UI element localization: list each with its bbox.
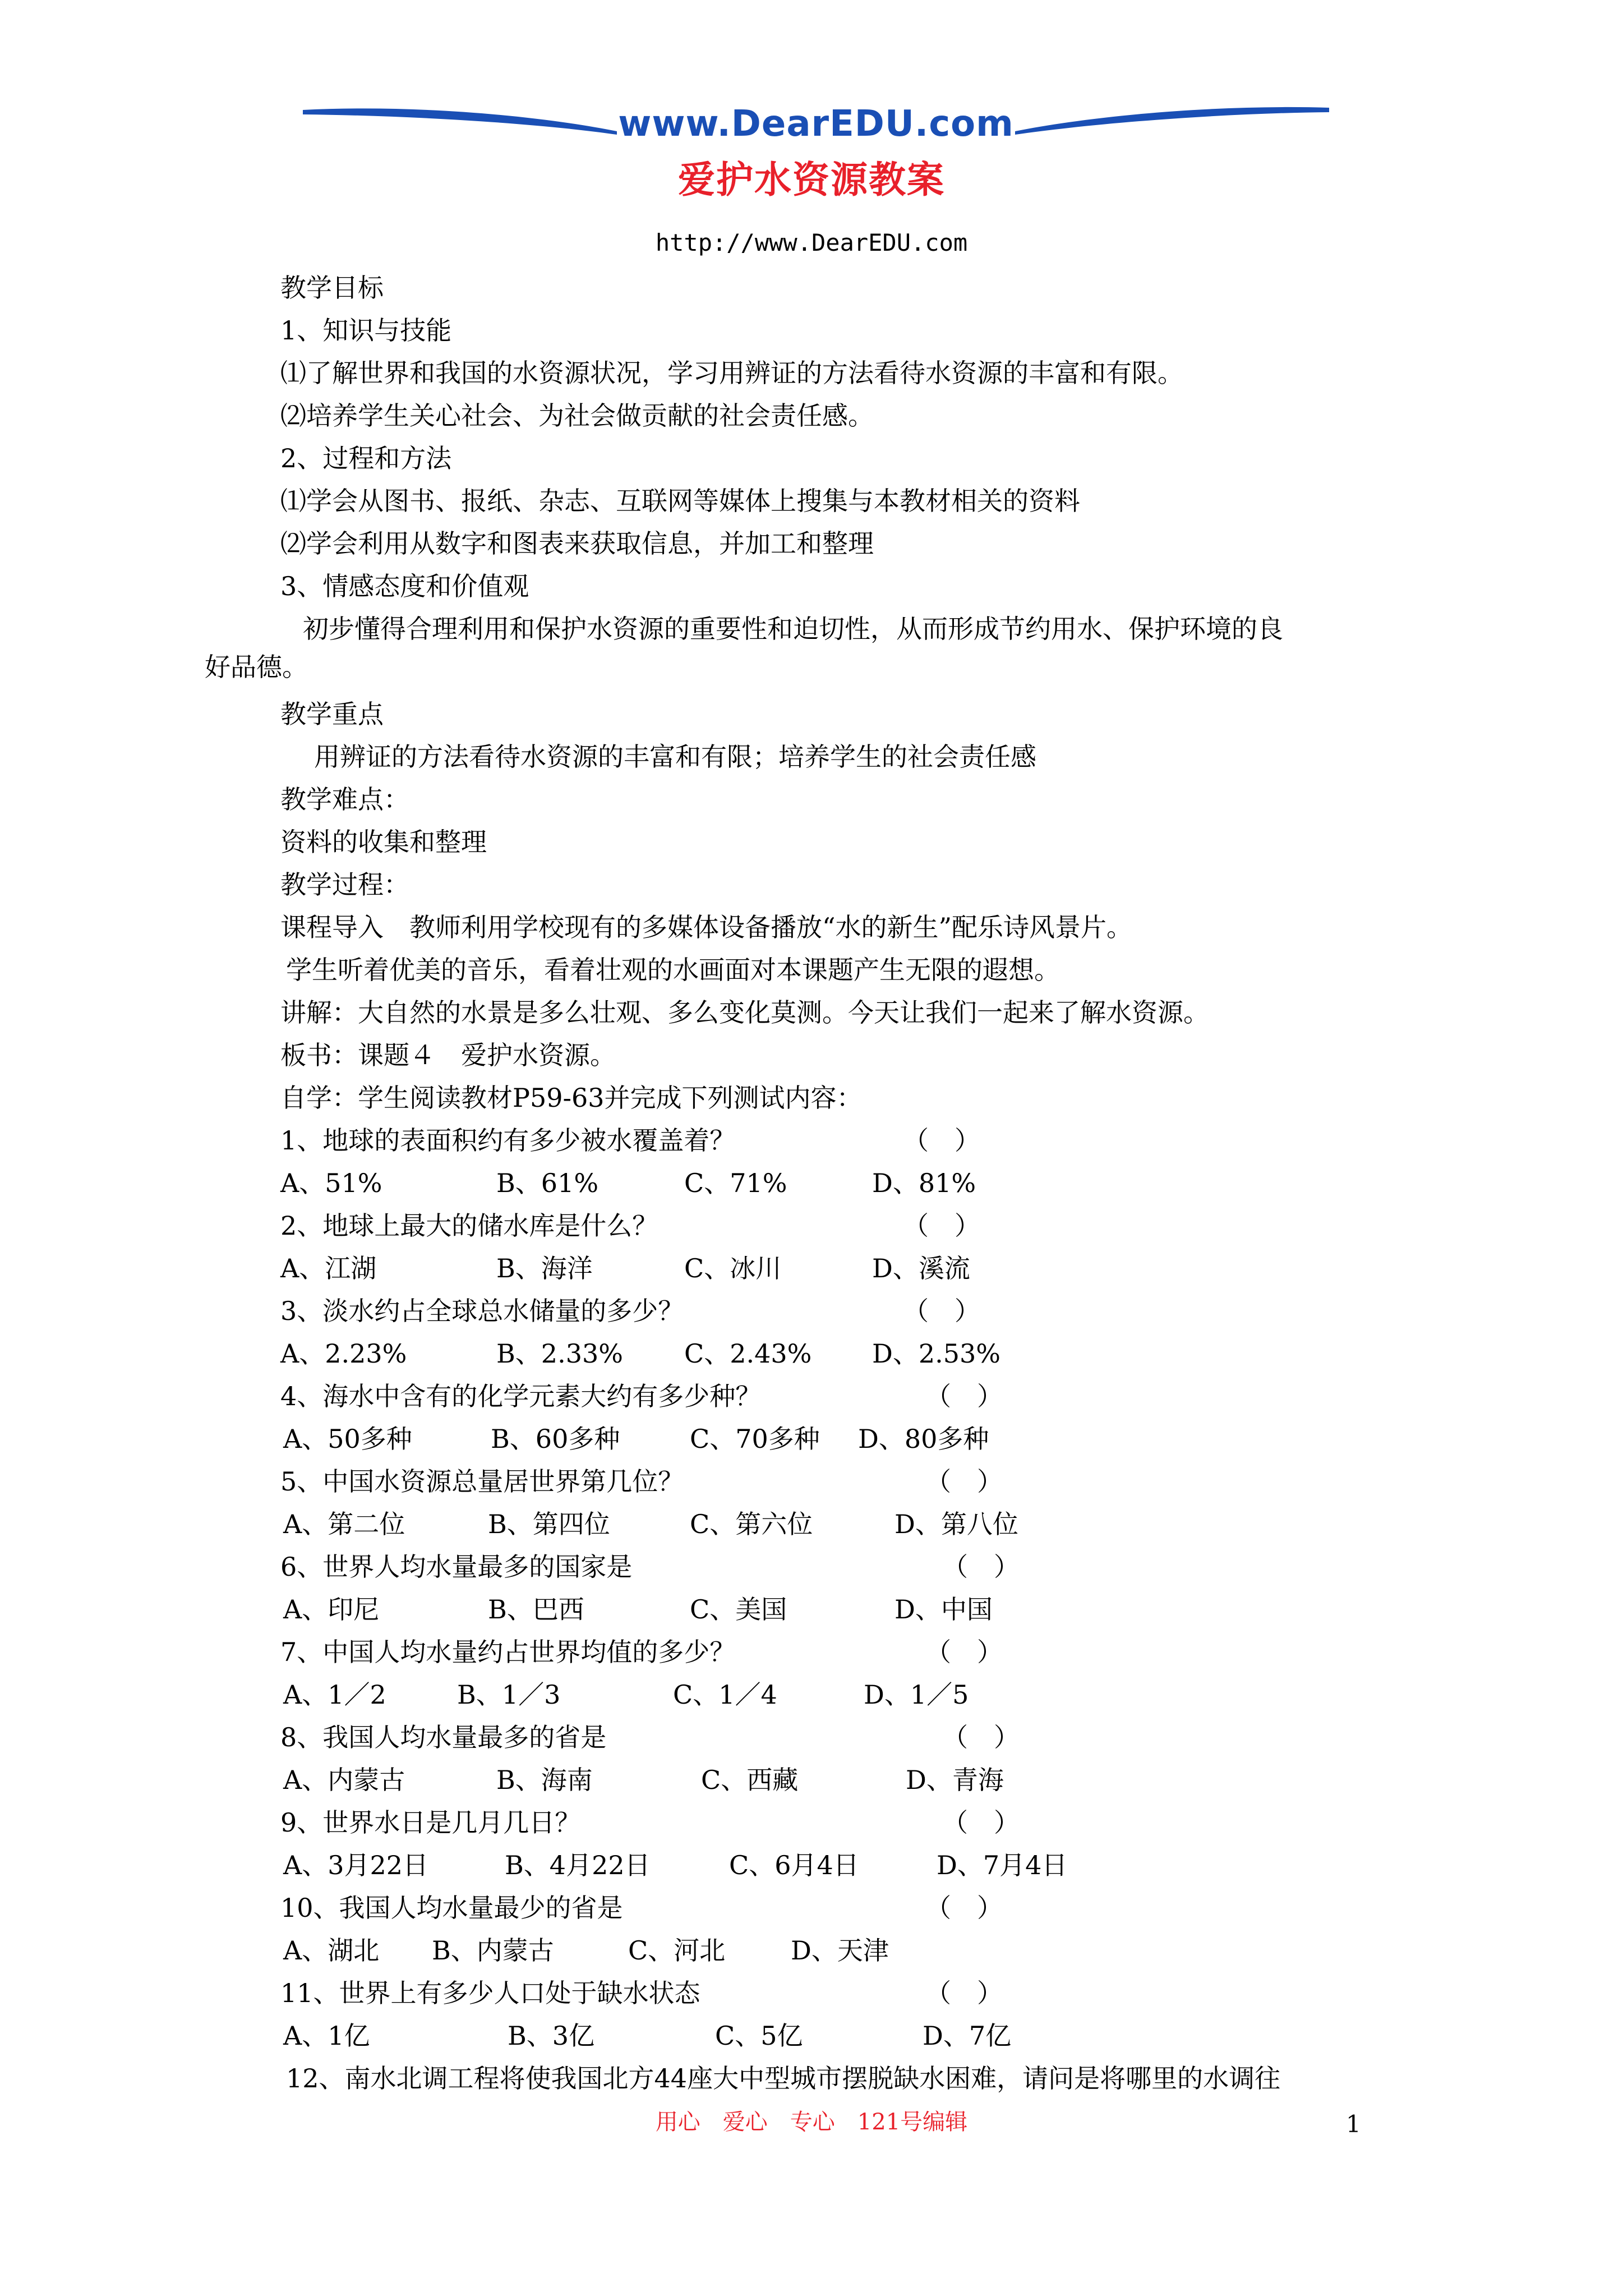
option-b: B、2.33% xyxy=(496,1338,623,1369)
subheading-knowledge: 1、知识与技能 xyxy=(280,315,452,346)
option-a: A、江湖 xyxy=(280,1253,377,1283)
option-b: B、61% xyxy=(496,1168,599,1198)
answer-blank: （ ） xyxy=(925,1637,1003,1667)
question-12-text: 12、南水北调工程将使我国北方44座大中型城市摆脱缺水困难，请问是将哪里的水调往 xyxy=(286,2063,1281,2093)
answer-blank: （ ） xyxy=(903,1211,980,1241)
option-b: B、巴西 xyxy=(488,1594,584,1625)
option-d: D、7月4日 xyxy=(937,1850,1068,1880)
answer-blank: （ ） xyxy=(942,1722,1020,1752)
option-b: B、60多种 xyxy=(491,1424,620,1454)
question-text: 11、世界上有多少人口处于缺水状态 xyxy=(280,1978,700,2008)
answer-blank: （ ） xyxy=(942,1552,1020,1582)
goal-item-continued: 好品德。 xyxy=(205,652,308,682)
option-c: C、冰川 xyxy=(684,1253,782,1283)
question-text: 8、我国人均水量最多的省是 xyxy=(280,1722,607,1752)
option-a: A、3月22日 xyxy=(283,1850,429,1880)
option-b: B、1／3 xyxy=(457,1680,561,1710)
question-text: 6、世界人均水量最多的国家是 xyxy=(280,1552,633,1582)
difficulty-text: 资料的收集和整理 xyxy=(280,827,487,857)
document-title: 爱护水资源教案 xyxy=(678,158,945,201)
goal-item: 初步懂得合理利用和保护水资源的重要性和迫切性，从而形成节约用水、保护环境的良 xyxy=(303,614,1283,644)
question-text: 4、海水中含有的化学元素大约有多少种？ xyxy=(280,1381,762,1411)
question-text: 3、淡水约占全球总水储量的多少？ xyxy=(280,1296,684,1326)
goal-item: ⑴了解世界和我国的水资源状况，学习用辨证的方法看待水资源的丰富和有限。 xyxy=(280,358,1183,388)
goal-item: ⑴学会从图书、报纸、杂志、互联网等媒体上搜集与本教材相关的资料 xyxy=(280,486,1080,516)
option-d: D、青海 xyxy=(906,1765,1004,1795)
option-c: C、1／4 xyxy=(673,1680,777,1710)
option-b: B、海南 xyxy=(496,1765,593,1795)
site-logo-text: www.DearEDU.com xyxy=(618,103,1014,145)
option-b: B、内蒙古 xyxy=(432,1935,554,1966)
answer-blank: （ ） xyxy=(925,1893,1003,1923)
process-text: 学生听着优美的音乐，看着壮观的水画面对本课题产生无限的遐想。 xyxy=(286,955,1060,985)
heading-difficulties: 教学难点： xyxy=(280,784,409,815)
option-c: C、5亿 xyxy=(715,2021,803,2051)
process-text: 讲解：大自然的水景是多么壮观、多么变化莫测。今天让我们一起来了解水资源。 xyxy=(280,997,1209,1028)
option-a: A、50多种 xyxy=(283,1424,412,1454)
option-d: D、中国 xyxy=(895,1594,993,1625)
option-a: A、第二位 xyxy=(283,1509,405,1539)
option-c: C、6月4日 xyxy=(729,1850,859,1880)
option-a: A、湖北 xyxy=(283,1935,380,1966)
document-url: http://www.DearEDU.com xyxy=(655,229,968,256)
option-d: D、81% xyxy=(872,1168,976,1198)
option-c: C、2.43% xyxy=(684,1338,812,1369)
option-d: D、第八位 xyxy=(895,1509,1018,1539)
option-c: C、河北 xyxy=(628,1935,726,1966)
option-d: D、80多种 xyxy=(858,1424,989,1454)
option-d: D、2.53% xyxy=(872,1338,1001,1369)
option-b: B、第四位 xyxy=(488,1509,610,1539)
site-banner xyxy=(303,99,1329,149)
option-c: C、美国 xyxy=(690,1594,787,1625)
answer-blank: （ ） xyxy=(942,1807,1020,1838)
page-number: 1 xyxy=(1346,2110,1361,2138)
option-b: B、海洋 xyxy=(496,1253,593,1283)
goal-item: ⑵培养学生关心社会、为社会做贡献的社会责任感。 xyxy=(280,401,874,431)
option-d: D、溪流 xyxy=(872,1253,970,1283)
option-c: C、70多种 xyxy=(690,1424,820,1454)
option-d: D、1／5 xyxy=(864,1680,969,1710)
process-text: 板书：课题４ 爱护水资源。 xyxy=(280,1040,616,1070)
self-study-instruction: 自学：学生阅读教材P59-63并完成下列测试内容： xyxy=(280,1083,863,1113)
question-text: 10、我国人均水量最少的省是 xyxy=(280,1893,623,1923)
option-b: B、3亿 xyxy=(508,2021,595,2051)
option-a: A、1亿 xyxy=(283,2021,370,2051)
option-a: A、内蒙古 xyxy=(283,1765,405,1795)
heading-key-points: 教学重点 xyxy=(280,699,384,729)
option-a: A、51% xyxy=(280,1168,382,1198)
key-point-text: 用辨证的方法看待水资源的丰富和有限；培养学生的社会责任感 xyxy=(314,742,1036,772)
subheading-process: 2、过程和方法 xyxy=(280,443,452,473)
option-d: D、天津 xyxy=(791,1935,889,1966)
question-text: 7、中国人均水量约占世界均值的多少？ xyxy=(280,1637,736,1667)
option-a: A、印尼 xyxy=(283,1594,380,1625)
heading-teaching-goals: 教学目标 xyxy=(280,273,384,303)
option-c: C、西藏 xyxy=(701,1765,799,1795)
footer-text: 用心 爱心 专心 121号编辑 xyxy=(655,2109,968,2135)
option-d: D、7亿 xyxy=(923,2021,1012,2051)
question-text: 9、世界水日是几月几日？ xyxy=(280,1807,581,1838)
subheading-attitude: 3、情感态度和价值观 xyxy=(280,571,529,601)
question-text: 1、地球的表面积约有多少被水覆盖着？ xyxy=(280,1125,736,1156)
question-text: 2、地球上最大的储水库是什么？ xyxy=(280,1211,658,1241)
answer-blank: （ ） xyxy=(925,1466,1003,1497)
option-c: C、第六位 xyxy=(690,1509,813,1539)
answer-blank: （ ） xyxy=(925,1978,1003,2008)
answer-blank: （ ） xyxy=(903,1296,980,1326)
answer-blank: （ ） xyxy=(925,1381,1003,1411)
option-a: A、2.23% xyxy=(280,1338,407,1369)
process-intro: 课程导入 教师利用学校现有的多媒体设备播放“水的新生”配乐诗风景片。 xyxy=(280,912,1133,942)
option-a: A、1／2 xyxy=(283,1680,386,1710)
option-b: B、4月22日 xyxy=(505,1850,651,1880)
option-c: C、71% xyxy=(684,1168,787,1198)
heading-process: 教学过程： xyxy=(280,869,409,900)
answer-blank: （ ） xyxy=(903,1125,980,1156)
goal-item: ⑵学会利用从数字和图表来获取信息，并加工和整理 xyxy=(280,528,874,559)
question-text: 5、中国水资源总量居世界第几位？ xyxy=(280,1466,684,1497)
